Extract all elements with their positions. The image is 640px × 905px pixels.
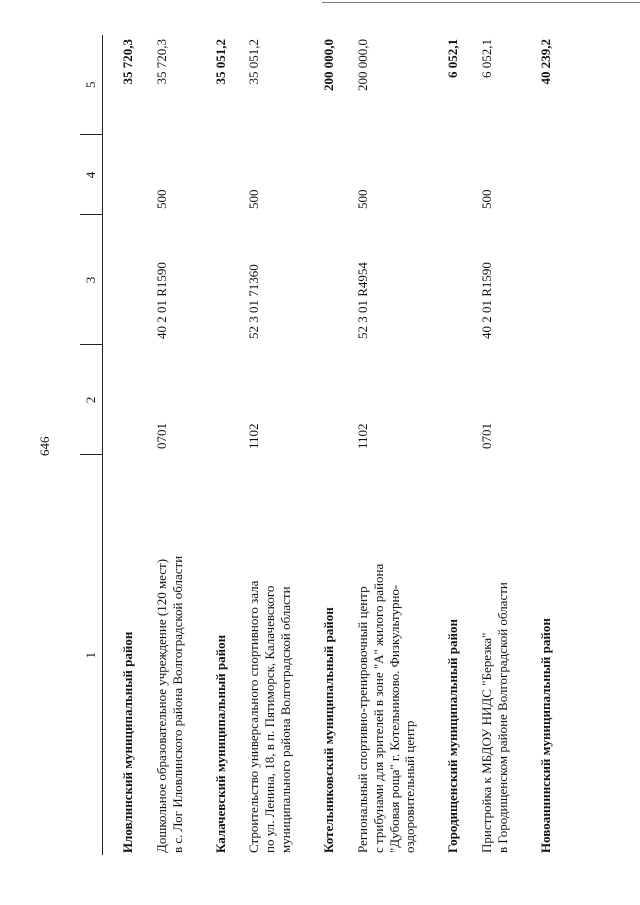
district-row	[314, 35, 352, 855]
table-body	[103, 35, 569, 855]
project-row	[243, 35, 314, 855]
empty-cell	[438, 345, 476, 455]
district-row	[531, 35, 569, 855]
district-row	[206, 35, 244, 855]
district-name: Калачевский муниципальный район	[212, 634, 228, 853]
section-code: 1102	[246, 423, 262, 449]
target-article-code: 40 2 01 R1590	[479, 262, 495, 339]
empty-cell	[531, 345, 569, 455]
project-name-line: Строительство универсального спортивного зала	[246, 580, 262, 853]
project-name-line: в с. Лог Иловлинского района Волгоградской области	[169, 555, 185, 853]
empty-cell	[531, 215, 569, 345]
empty-cell	[206, 215, 244, 345]
empty-cell	[206, 135, 244, 215]
district-total: 6 052,1	[445, 39, 461, 78]
target-article-code: 40 2 01 R1590	[153, 262, 169, 339]
empty-cell	[438, 215, 476, 345]
project-name	[476, 455, 531, 855]
section-code: 1102	[354, 423, 370, 449]
district-name: Котельниковский муниципальный район	[321, 607, 337, 853]
project-name	[243, 455, 314, 855]
amount: 35 051,2	[246, 39, 262, 85]
project-name-line: Пристройка к МБДОУ НИДС "Березка"	[479, 632, 495, 853]
district-row	[113, 35, 151, 855]
district-total: 200 000,0	[321, 39, 337, 91]
project-row	[476, 35, 531, 855]
project-name	[151, 455, 206, 855]
empty-cell	[113, 215, 151, 345]
district-total: 40 239,2	[537, 39, 553, 85]
header-col-2: 2	[80, 345, 103, 455]
district-name: Новоаннинский муниципальный район	[537, 618, 553, 853]
project-name-line: в Городищенском районе Волгоградской области	[495, 582, 511, 853]
page-number: 646	[37, 436, 52, 456]
project-name-line: с трибунами для зрителей в зоне "А" жилого района	[370, 563, 386, 853]
project-name-line: Дошкольное образовательное учреждение (120 мест)	[153, 558, 169, 853]
expense-type-code: 500	[479, 189, 495, 209]
empty-cell	[438, 135, 476, 215]
empty-cell	[206, 345, 244, 455]
empty-cell	[113, 345, 151, 455]
expense-type-code: 500	[246, 189, 262, 209]
district-name: Городищенский муниципальный район	[445, 619, 461, 853]
target-article-code: 52 3 01 71360	[246, 264, 262, 339]
district-total: 35 051,2	[212, 39, 228, 85]
header-row	[80, 35, 103, 855]
project-name-line: по ул. Ленина, 18, в п. Пятиморск, Калачевского	[262, 585, 278, 853]
expense-type-code: 500	[354, 189, 370, 209]
project-row	[151, 35, 206, 855]
header-col-5: 5	[80, 35, 103, 135]
section-code: 0701	[479, 423, 495, 449]
district-row	[438, 35, 476, 855]
empty-cell	[314, 135, 352, 215]
project-name-line: "Дубовая роща" г. Котельниково. Физкультурно-	[386, 584, 402, 853]
amount: 200 000,0	[354, 39, 370, 91]
amount: 35 720,3	[153, 39, 169, 85]
expense-type-code: 500	[153, 189, 169, 209]
header-col-1: 1	[80, 455, 103, 855]
project-row	[352, 35, 438, 855]
header-col-3: 3	[80, 215, 103, 345]
rotated-page-content	[80, 35, 620, 855]
district-total: 35 720,3	[120, 39, 135, 85]
project-name-line: оздоровительный центр	[402, 720, 418, 853]
amount: 6 052,1	[479, 39, 495, 78]
top-rule	[322, 2, 640, 3]
empty-cell	[314, 345, 352, 455]
empty-cell	[314, 215, 352, 345]
header-col-4: 4	[80, 135, 103, 215]
empty-cell	[531, 135, 569, 215]
district-name: Иловлинский муниципальный район	[120, 631, 135, 853]
project-name-line: Региональный спортивно-тренировочный центр	[354, 586, 370, 853]
target-article-code: 52 3 01 R4954	[354, 262, 370, 339]
project-name	[352, 455, 438, 855]
empty-cell	[113, 135, 151, 215]
budget-table	[80, 35, 569, 855]
project-name-line: муниципального района Волгоградской области	[278, 586, 294, 853]
section-code: 0701	[153, 423, 169, 449]
